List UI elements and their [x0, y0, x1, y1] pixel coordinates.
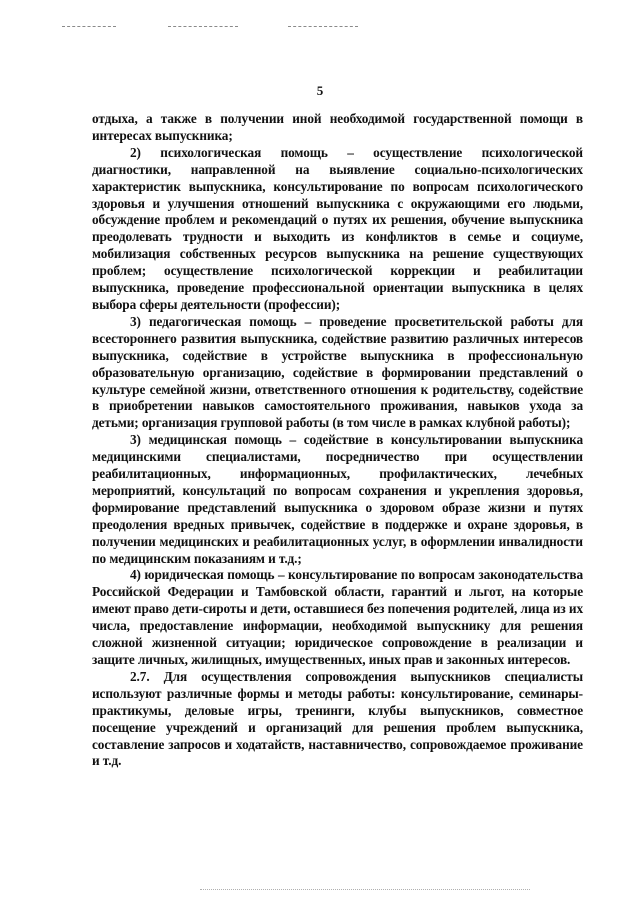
scan-artifact-line: [168, 26, 238, 27]
paragraph-section-2-7: 2.7. Для осуществления сопровождения выпускников специалисты используют различные формы и методы работы: консультирование, семинары-практикумы, деловые игры, тренинги, клубы выпускников, совместное посещение учреждений и организаций для решения проблем выпускника, составление запросов и ходатайств, наставничество, сопровождаемое проживание и т.д.: [92, 668, 583, 769]
paragraph-continuation: отдыха, а также в получении иной необходимой государственной помощи в интересах выпускника;: [92, 111, 583, 143]
paragraph-pedagogical-help: 3) педагогическая помощь – проведение просветительской работы для всестороннего развития выпускника, содействие развитию различных интересов выпускника, содействие в устройстве выпускника в профессиональную образовательную организацию, содействие в формировании представлений о культуре семейной жизни, ответственного отношения к родительству, содействие в приобретении навыков самостоятельного проживания, навыков ухода за детьми; организация групповой работы (в том числе в рамках клубной работы);: [92, 313, 583, 431]
scan-artifact-line: [288, 26, 358, 27]
paragraph-psychological-help: 2) психологическая помощь – осуществление психологической диагностики, направленной на выявление социально-психологических характеристик выпускника, консультирование по вопросам психологического здоровья и улучшения отношений выпускника с окружающими его людьми, обсуждение проблем и рекомендаций о путях их решения, обучение выпускника преодолевать трудности и выходить из конфликтов в семье и социуме, мобилизация собственных ресурсов выпускника на решение существующих проблем; осуществление психологической коррекции и реабилитации выпускника, проведение профессиональной ориентации выпускника в целях выбора сферы деятельности (профессии);: [92, 144, 583, 312]
document-body: [92, 111, 583, 770]
page-number: 5: [316, 83, 324, 98]
scan-artifact-line: [200, 889, 530, 890]
paragraph-medical-help: 3) медицинская помощь – содействие в консультировании выпускника медицинскими специалистами, посредничество при осуществлении реабилитационных, информационных, профилактических, лечебных мероприятий, консультаций по вопросам сохранения и укрепления здоровья, формирование представлений выпускника о здоровом образе жизни и путях преодоления вредных привычек, содействие в поддержке и охране здоровья, в получении медицинских и реабилитационных услуг, в оформлении инвалидности по медицинским показаниям и т.д.;: [92, 432, 583, 566]
paragraph-legal-help: 4) юридическая помощь – консультирование по вопросам законодательства Российской Федерации и Тамбовской области, гарантий и льгот, на которые имеют право дети-сироты и дети, оставшиеся без попечения родителей, лица из их числа, предоставление информации, необходимой выпускнику для решения сложной жизненной ситуации; юридическое сопровождение в реализации и защите личных, жилищных, имущественных, иных прав и законных интересов.: [92, 567, 583, 667]
scan-artifact-line: [62, 26, 116, 27]
